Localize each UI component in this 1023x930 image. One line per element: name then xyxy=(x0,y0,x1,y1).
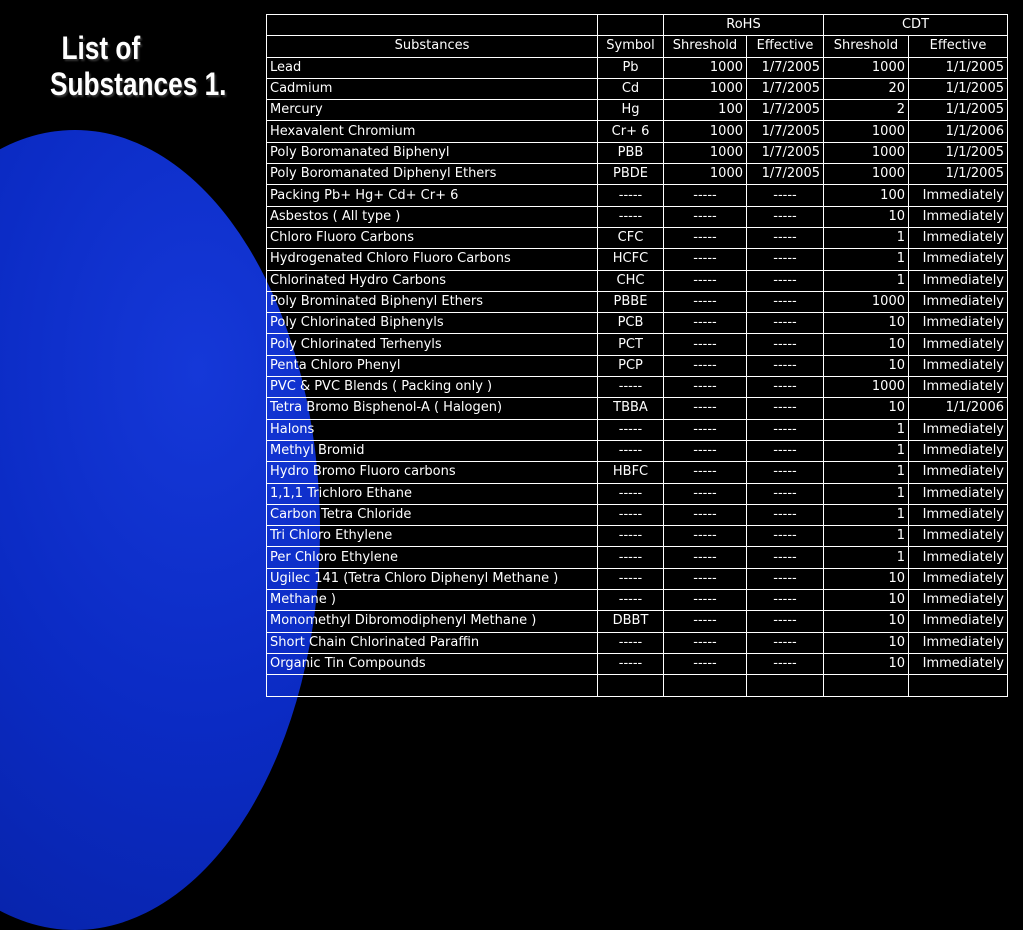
rohs-effective-cell: ----- xyxy=(747,227,824,248)
substance-cell: Methane ) xyxy=(267,590,598,611)
rohs-threshold-cell: 1000 xyxy=(664,121,747,142)
symbol-cell: ----- xyxy=(598,206,664,227)
table-row xyxy=(267,78,1008,99)
cdt-threshold-cell: 1 xyxy=(824,227,909,248)
rohs-effective-cell: ----- xyxy=(747,611,824,632)
cdt-effective-cell: Immediately xyxy=(909,462,1008,483)
rohs-threshold-cell: ----- xyxy=(664,611,747,632)
table-body xyxy=(267,57,1008,696)
symbol-cell: Cd xyxy=(598,78,664,99)
cdt-threshold-cell: 1 xyxy=(824,419,909,440)
symbol-cell: ----- xyxy=(598,526,664,547)
cdt-effective-cell: 1/1/2005 xyxy=(909,57,1008,78)
symbol-cell: ----- xyxy=(598,185,664,206)
rohs-threshold-cell xyxy=(664,675,747,696)
cdt-threshold-cell: 1000 xyxy=(824,377,909,398)
table-row xyxy=(267,313,1008,334)
rohs-effective-cell: 1/7/2005 xyxy=(747,142,824,163)
table-row xyxy=(267,121,1008,142)
cdt-effective-cell: Immediately xyxy=(909,504,1008,525)
cdt-effective-cell: Immediately xyxy=(909,334,1008,355)
rohs-effective-cell: ----- xyxy=(747,377,824,398)
rohs-effective-cell: ----- xyxy=(747,398,824,419)
substance-cell: Asbestos ( All type ) xyxy=(267,206,598,227)
rohs-threshold-cell: ----- xyxy=(664,547,747,568)
rohs-effective-cell: 1/7/2005 xyxy=(747,100,824,121)
cdt-effective-cell: Immediately xyxy=(909,440,1008,461)
rohs-threshold-cell: ----- xyxy=(664,632,747,653)
substance-cell: Lead xyxy=(267,57,598,78)
symbol-cell: ----- xyxy=(598,568,664,589)
symbol-cell: PBBE xyxy=(598,291,664,312)
cdt-threshold-cell: 1 xyxy=(824,483,909,504)
cdt-effective-cell: Immediately xyxy=(909,185,1008,206)
rohs-threshold-cell: 1000 xyxy=(664,78,747,99)
table-row xyxy=(267,206,1008,227)
substance-cell: 1,1,1 Trichloro Ethane xyxy=(267,483,598,504)
rohs-effective-cell: 1/7/2005 xyxy=(747,57,824,78)
rohs-effective-cell: ----- xyxy=(747,185,824,206)
substance-cell: Short Chain Chlorinated Paraffin xyxy=(267,632,598,653)
symbol-cell: HCFC xyxy=(598,249,664,270)
column-header-cdt-threshold: Shreshold xyxy=(824,36,909,57)
rohs-effective-cell: ----- xyxy=(747,291,824,312)
cdt-effective-cell: 1/1/2006 xyxy=(909,398,1008,419)
table-column-header-row xyxy=(267,36,1008,57)
symbol-cell: Cr+ 6 xyxy=(598,121,664,142)
rohs-threshold-cell: ----- xyxy=(664,185,747,206)
symbol-cell: Pb xyxy=(598,57,664,78)
substance-cell: Poly Boromanated Biphenyl xyxy=(267,142,598,163)
symbol-cell: ----- xyxy=(598,504,664,525)
table-row xyxy=(267,483,1008,504)
table-row xyxy=(267,355,1008,376)
table-row xyxy=(267,504,1008,525)
rohs-effective-cell: ----- xyxy=(747,249,824,270)
rohs-effective-cell: ----- xyxy=(747,313,824,334)
cdt-effective-cell: Immediately xyxy=(909,526,1008,547)
cdt-effective-cell: Immediately xyxy=(909,355,1008,376)
symbol-cell: PBDE xyxy=(598,164,664,185)
rohs-threshold-cell: ----- xyxy=(664,291,747,312)
cdt-effective-cell: Immediately xyxy=(909,632,1008,653)
substance-cell xyxy=(267,675,598,696)
substance-cell: Hydrogenated Chloro Fluoro Carbons xyxy=(267,249,598,270)
table-row xyxy=(267,653,1008,674)
cdt-effective-cell xyxy=(909,675,1008,696)
substance-cell: Halons xyxy=(267,419,598,440)
cdt-threshold-cell: 1000 xyxy=(824,121,909,142)
substance-cell: Carbon Tetra Chloride xyxy=(267,504,598,525)
cdt-threshold-cell: 10 xyxy=(824,568,909,589)
cdt-threshold-cell: 1 xyxy=(824,440,909,461)
table-row xyxy=(267,291,1008,312)
substance-cell: Hydro Bromo Fluoro carbons xyxy=(267,462,598,483)
cdt-threshold-cell: 10 xyxy=(824,398,909,419)
rohs-threshold-cell: ----- xyxy=(664,334,747,355)
column-header-rohs-effective: Effective xyxy=(747,36,824,57)
table-row xyxy=(267,57,1008,78)
substance-cell: Organic Tin Compounds xyxy=(267,653,598,674)
substance-cell: Hexavalent Chromium xyxy=(267,121,598,142)
rohs-threshold-cell: ----- xyxy=(664,249,747,270)
rohs-effective-cell: ----- xyxy=(747,504,824,525)
cdt-threshold-cell: 10 xyxy=(824,313,909,334)
substance-cell: Chlorinated Hydro Carbons xyxy=(267,270,598,291)
rohs-effective-cell: ----- xyxy=(747,270,824,291)
rohs-threshold-cell: ----- xyxy=(664,355,747,376)
title-line-1: List of xyxy=(61,30,141,66)
table-row xyxy=(267,377,1008,398)
substance-cell: Poly Brominated Biphenyl Ethers xyxy=(267,291,598,312)
cdt-effective-cell: 1/1/2005 xyxy=(909,164,1008,185)
rohs-threshold-cell: 1000 xyxy=(664,142,747,163)
cdt-effective-cell: Immediately xyxy=(909,611,1008,632)
substance-cell: Poly Boromanated Diphenyl Ethers xyxy=(267,164,598,185)
rohs-threshold-cell: ----- xyxy=(664,504,747,525)
cdt-effective-cell: Immediately xyxy=(909,377,1008,398)
rohs-threshold-cell: 1000 xyxy=(664,164,747,185)
column-header-substances: Substances xyxy=(267,36,598,57)
table-row xyxy=(267,526,1008,547)
symbol-cell: Hg xyxy=(598,100,664,121)
cdt-effective-cell: 1/1/2005 xyxy=(909,78,1008,99)
rohs-threshold-cell: ----- xyxy=(664,590,747,611)
table-row xyxy=(267,590,1008,611)
cdt-threshold-cell: 1 xyxy=(824,249,909,270)
substance-cell: Tri Chloro Ethylene xyxy=(267,526,598,547)
table-row xyxy=(267,462,1008,483)
cdt-threshold-cell: 1000 xyxy=(824,164,909,185)
cdt-threshold-cell: 10 xyxy=(824,632,909,653)
table-row xyxy=(267,675,1008,696)
substance-cell: Penta Chloro Phenyl xyxy=(267,355,598,376)
rohs-effective-cell: ----- xyxy=(747,568,824,589)
symbol-cell: ----- xyxy=(598,547,664,568)
substance-cell: Tetra Bromo Bisphenol-A ( Halogen) xyxy=(267,398,598,419)
cdt-effective-cell: Immediately xyxy=(909,270,1008,291)
rohs-threshold-cell: ----- xyxy=(664,483,747,504)
cdt-effective-cell: Immediately xyxy=(909,206,1008,227)
symbol-cell: HBFC xyxy=(598,462,664,483)
cdt-effective-cell: Immediately xyxy=(909,291,1008,312)
table-row xyxy=(267,440,1008,461)
substance-cell: Monomethyl Dibromodiphenyl Methane ) xyxy=(267,611,598,632)
rohs-effective-cell: ----- xyxy=(747,334,824,355)
rohs-threshold-cell: ----- xyxy=(664,526,747,547)
column-header-symbol: Symbol xyxy=(598,36,664,57)
rohs-effective-cell: ----- xyxy=(747,462,824,483)
substance-cell: Cadmium xyxy=(267,78,598,99)
substance-cell: Packing Pb+ Hg+ Cd+ Cr+ 6 xyxy=(267,185,598,206)
symbol-cell: TBBA xyxy=(598,398,664,419)
table-row xyxy=(267,142,1008,163)
rohs-threshold-cell: ----- xyxy=(664,653,747,674)
rohs-effective-cell: 1/7/2005 xyxy=(747,164,824,185)
rohs-threshold-cell: ----- xyxy=(664,568,747,589)
header-blank-cell xyxy=(598,15,664,36)
cdt-threshold-cell: 1000 xyxy=(824,291,909,312)
column-header-rohs-threshold: Shreshold xyxy=(664,36,747,57)
cdt-threshold-cell: 1 xyxy=(824,270,909,291)
cdt-threshold-cell: 20 xyxy=(824,78,909,99)
rohs-threshold-cell: 100 xyxy=(664,100,747,121)
rohs-effective-cell: 1/7/2005 xyxy=(747,121,824,142)
table-row xyxy=(267,164,1008,185)
cdt-threshold-cell: 2 xyxy=(824,100,909,121)
table-row xyxy=(267,419,1008,440)
substance-cell: Chloro Fluoro Carbons xyxy=(267,227,598,248)
table-row xyxy=(267,632,1008,653)
table-row xyxy=(267,100,1008,121)
rohs-effective-cell xyxy=(747,675,824,696)
symbol-cell: ----- xyxy=(598,653,664,674)
cdt-effective-cell: Immediately xyxy=(909,419,1008,440)
rohs-threshold-cell: ----- xyxy=(664,419,747,440)
table-row xyxy=(267,334,1008,355)
slide-title xyxy=(50,30,226,102)
symbol-cell: PCP xyxy=(598,355,664,376)
rohs-effective-cell: ----- xyxy=(747,440,824,461)
cdt-threshold-cell: 10 xyxy=(824,334,909,355)
substance-cell: Poly Chlorinated Biphenyls xyxy=(267,313,598,334)
substance-cell: Poly Chlorinated Terhenyls xyxy=(267,334,598,355)
cdt-effective-cell: Immediately xyxy=(909,568,1008,589)
cdt-threshold-cell: 100 xyxy=(824,185,909,206)
table-group-header-row xyxy=(267,15,1008,36)
symbol-cell: PBB xyxy=(598,142,664,163)
rohs-effective-cell: ----- xyxy=(747,526,824,547)
rohs-threshold-cell: ----- xyxy=(664,313,747,334)
table-row xyxy=(267,270,1008,291)
table-row xyxy=(267,611,1008,632)
cdt-effective-cell: Immediately xyxy=(909,249,1008,270)
table-row xyxy=(267,227,1008,248)
cdt-threshold-cell: 1000 xyxy=(824,57,909,78)
cdt-threshold-cell: 10 xyxy=(824,355,909,376)
cdt-threshold-cell: 10 xyxy=(824,590,909,611)
rohs-effective-cell: ----- xyxy=(747,632,824,653)
cdt-effective-cell: Immediately xyxy=(909,653,1008,674)
rohs-threshold-cell: ----- xyxy=(664,227,747,248)
substance-cell: PVC & PVC Blends ( Packing only ) xyxy=(267,377,598,398)
table-row xyxy=(267,547,1008,568)
cdt-threshold-cell: 10 xyxy=(824,206,909,227)
cdt-group-header: CDT xyxy=(824,15,1008,36)
rohs-effective-cell: ----- xyxy=(747,653,824,674)
rohs-threshold-cell: ----- xyxy=(664,270,747,291)
rohs-effective-cell: ----- xyxy=(747,419,824,440)
symbol-cell: ----- xyxy=(598,419,664,440)
table-row xyxy=(267,249,1008,270)
substance-cell: Ugilec 141 (Tetra Chloro Diphenyl Methane ) xyxy=(267,568,598,589)
cdt-effective-cell: 1/1/2005 xyxy=(909,100,1008,121)
symbol-cell: ----- xyxy=(598,440,664,461)
rohs-threshold-cell: ----- xyxy=(664,462,747,483)
substances-table xyxy=(266,14,1008,697)
symbol-cell: CFC xyxy=(598,227,664,248)
table-row xyxy=(267,398,1008,419)
cdt-threshold-cell: 1 xyxy=(824,504,909,525)
cdt-threshold-cell: 1000 xyxy=(824,142,909,163)
symbol-cell: DBBT xyxy=(598,611,664,632)
column-header-cdt-effective: Effective xyxy=(909,36,1008,57)
symbol-cell: CHC xyxy=(598,270,664,291)
rohs-effective-cell: ----- xyxy=(747,483,824,504)
rohs-effective-cell: ----- xyxy=(747,206,824,227)
rohs-effective-cell: ----- xyxy=(747,547,824,568)
rohs-threshold-cell: ----- xyxy=(664,398,747,419)
cdt-effective-cell: 1/1/2005 xyxy=(909,142,1008,163)
substance-cell: Methyl Bromid xyxy=(267,440,598,461)
cdt-effective-cell: Immediately xyxy=(909,547,1008,568)
cdt-threshold-cell: 10 xyxy=(824,611,909,632)
cdt-threshold-cell: 1 xyxy=(824,547,909,568)
table-row xyxy=(267,568,1008,589)
rohs-effective-cell: 1/7/2005 xyxy=(747,78,824,99)
rohs-threshold-cell: ----- xyxy=(664,377,747,398)
cdt-threshold-cell: 1 xyxy=(824,526,909,547)
header-blank-cell xyxy=(267,15,598,36)
substance-cell: Mercury xyxy=(267,100,598,121)
rohs-threshold-cell: 1000 xyxy=(664,57,747,78)
substance-cell: Per Chloro Ethylene xyxy=(267,547,598,568)
table-row xyxy=(267,185,1008,206)
symbol-cell: PCB xyxy=(598,313,664,334)
rohs-threshold-cell: ----- xyxy=(664,206,747,227)
cdt-threshold-cell xyxy=(824,675,909,696)
symbol-cell: ----- xyxy=(598,377,664,398)
symbol-cell: PCT xyxy=(598,334,664,355)
rohs-threshold-cell: ----- xyxy=(664,440,747,461)
cdt-effective-cell: 1/1/2006 xyxy=(909,121,1008,142)
symbol-cell xyxy=(598,675,664,696)
cdt-effective-cell: Immediately xyxy=(909,227,1008,248)
cdt-effective-cell: Immediately xyxy=(909,590,1008,611)
rohs-effective-cell: ----- xyxy=(747,355,824,376)
title-line-2: Substances 1. xyxy=(50,66,227,102)
cdt-threshold-cell: 10 xyxy=(824,653,909,674)
cdt-threshold-cell: 1 xyxy=(824,462,909,483)
symbol-cell: ----- xyxy=(598,632,664,653)
rohs-effective-cell: ----- xyxy=(747,590,824,611)
cdt-effective-cell: Immediately xyxy=(909,483,1008,504)
rohs-group-header: RoHS xyxy=(664,15,824,36)
symbol-cell: ----- xyxy=(598,483,664,504)
cdt-effective-cell: Immediately xyxy=(909,313,1008,334)
symbol-cell: ----- xyxy=(598,590,664,611)
